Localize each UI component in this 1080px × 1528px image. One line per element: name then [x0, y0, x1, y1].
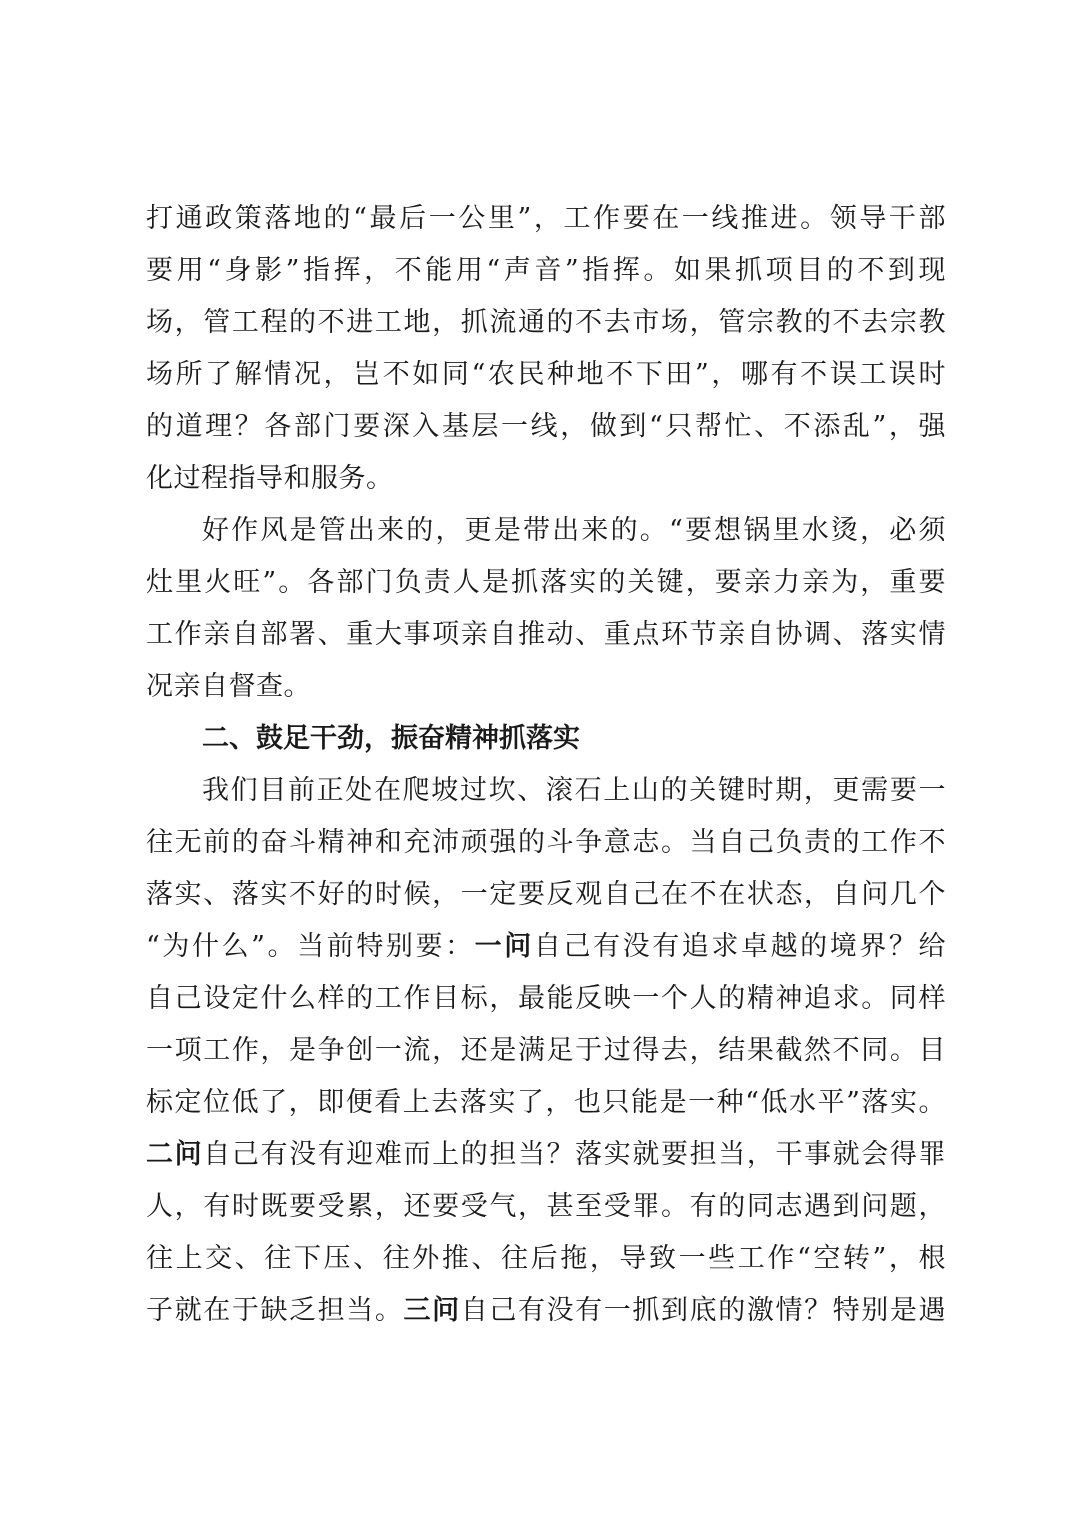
paragraph-3: [146, 765, 946, 1337]
paragraph-line: 往无前的奋斗精神和充沛顽强的斗争意志。当自己负责的工作不: [146, 827, 946, 858]
paragraph-line: 的道理？各部门要深入基层一线，做到“只帮忙、不添乱”，强: [146, 411, 946, 442]
paragraph-2: [146, 505, 946, 713]
paragraph-line: 况亲自督查。: [146, 671, 311, 702]
line-text: 子就在于缺乏担当。: [146, 1295, 404, 1326]
emphasis-third-question: 三问: [403, 1295, 461, 1326]
line-text: 自己有没有追求卓越的境界？给: [533, 931, 947, 962]
paragraph-line: 落实、落实不好的时候，一定要反观自己在不在状态，自问几个: [146, 879, 946, 910]
paragraph-line: 好作风是管出来的，更是带出来的。“要想锅里水烫，必须: [202, 515, 946, 546]
paragraph-line: [146, 1285, 946, 1337]
paragraph-line: 要用“身影”指挥，不能用“声音”指挥。如果抓项目的不到现: [146, 255, 946, 286]
paragraph-line: 场所了解情况，岂不如同“农民种地不下田”，哪有不误工误时: [146, 359, 946, 390]
paragraph-line: [146, 1129, 946, 1181]
paragraph-line: 一项工作，是争创一流，还是满足于过得去，结果截然不同。目: [146, 1035, 946, 1066]
paragraph-line: 化过程指导和服务。: [146, 463, 394, 494]
paragraph-1: [146, 193, 946, 505]
paragraph-line: 往上交、往下压、往外推、往后拖，导致一些工作“空转”，根: [146, 1243, 946, 1274]
paragraph-line: 打通政策落地的“最后一公里”，工作要在一线推进。领导干部: [146, 203, 946, 234]
line-text: 自己有没有迎难而上的担当？落实就要担当，干事就会得罪: [203, 1139, 947, 1170]
line-text: 自己有没有一抓到底的激情？特别是遇: [460, 1295, 947, 1326]
emphasis-first-question: 一问: [474, 931, 534, 962]
paragraph-line: 人，有时既要受累，还要受气，甚至受罪。有的同志遇到问题，: [146, 1191, 946, 1222]
paragraph-line: 灶里火旺”。各部门负责人是抓落实的关键，要亲力亲为，重要: [146, 567, 946, 598]
emphasis-second-question: 二问: [146, 1139, 204, 1170]
paragraph-line: 自己设定什么样的工作目标，最能反映一个人的精神追求。同样: [146, 983, 946, 1014]
paragraph-line: 标定位低了，即便看上去落实了，也只能是一种“低水平”落实。: [146, 1087, 946, 1118]
document-page: [146, 193, 946, 1337]
paragraph-line: 我们目前正处在爬坡过坎、滚石上山的关键时期，更需要一: [202, 775, 946, 806]
paragraph-line: 工作亲自部署、重大事项亲自推动、重点环节亲自协调、落实情: [146, 619, 946, 650]
section-heading: 二、鼓足干劲，振奋精神抓落实: [202, 723, 580, 754]
line-text: “为什么”。当前特别要：: [146, 931, 475, 962]
paragraph-line: 场，管工程的不进工地，抓流通的不去市场，管宗教的不去宗教: [146, 307, 946, 338]
paragraph-line: [146, 921, 946, 973]
